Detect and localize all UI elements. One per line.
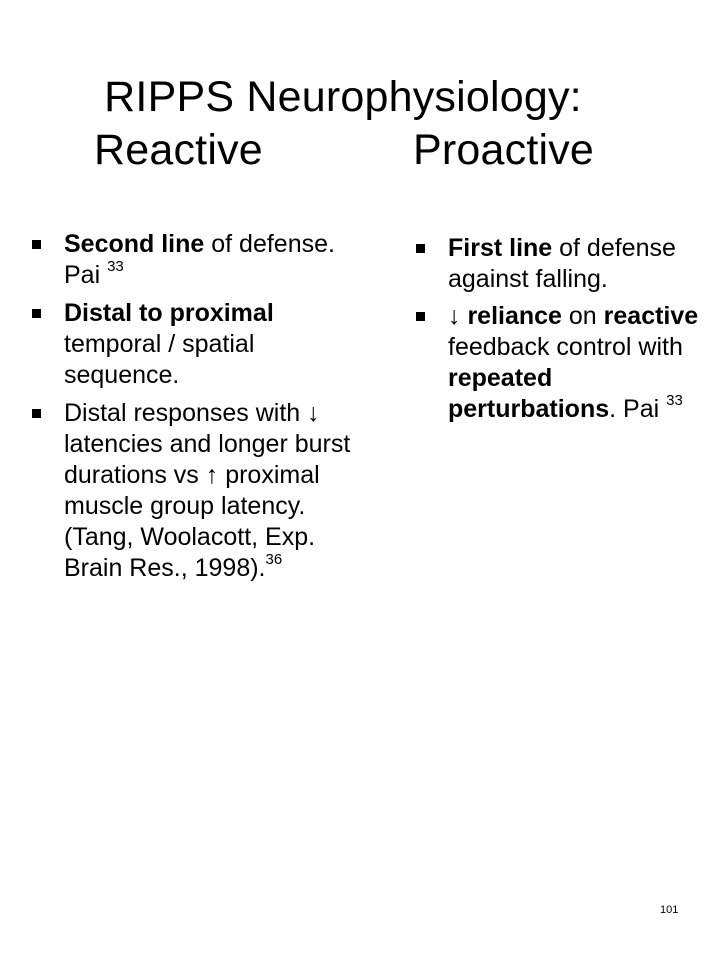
square-bullet-icon <box>32 240 41 249</box>
reference-number: 36 <box>265 550 283 568</box>
square-bullet-icon <box>32 409 41 418</box>
item-text: on <box>561 302 604 330</box>
bold-text: reactive <box>603 302 699 330</box>
proactive-bullet-2 <box>414 301 704 425</box>
item-text: of defense against falling. <box>448 234 676 293</box>
proactive-column <box>414 233 704 431</box>
bold-text: reliance <box>460 302 562 330</box>
square-bullet-icon <box>416 244 425 253</box>
heading-proactive: Proactive <box>413 126 595 174</box>
square-bullet-icon <box>416 312 425 321</box>
item-text: feedback control with <box>448 333 683 361</box>
reference-number: 33 <box>107 257 124 275</box>
bold-text: Distal to proximal <box>64 299 274 327</box>
reference-number: 33 <box>666 391 683 409</box>
arrow-down-icon: ↓ <box>307 399 320 427</box>
bold-text: Second line <box>64 230 205 258</box>
arrow-down-icon: ↓ <box>448 302 461 330</box>
proactive-bullet-1 <box>414 233 704 295</box>
item-text: Distal responses with <box>64 399 308 427</box>
item-text: of defense. Pai <box>64 230 335 289</box>
item-text: temporal / spatial sequence. <box>64 330 255 389</box>
square-bullet-icon <box>32 309 41 318</box>
reactive-bullet-2 <box>30 298 370 391</box>
reactive-bullet-3 <box>30 398 370 584</box>
reactive-column <box>30 229 370 591</box>
heading-reactive: Reactive <box>94 126 263 174</box>
reactive-bullet-1 <box>30 229 370 291</box>
item-text: . Pai <box>609 395 667 423</box>
item-text: latencies and longer burst durations vs <box>64 430 351 489</box>
slide-title: RIPPS Neurophysiology: <box>104 73 582 121</box>
item-text: proximal muscle group latency. (Tang, Woolacott, Exp. Brain Res., 1998). <box>64 461 320 582</box>
arrow-up-icon: ↑ <box>205 461 219 489</box>
bold-text: repeated perturbations <box>448 364 610 423</box>
bold-text: First line <box>448 234 553 262</box>
page-number: 101 <box>660 904 679 916</box>
